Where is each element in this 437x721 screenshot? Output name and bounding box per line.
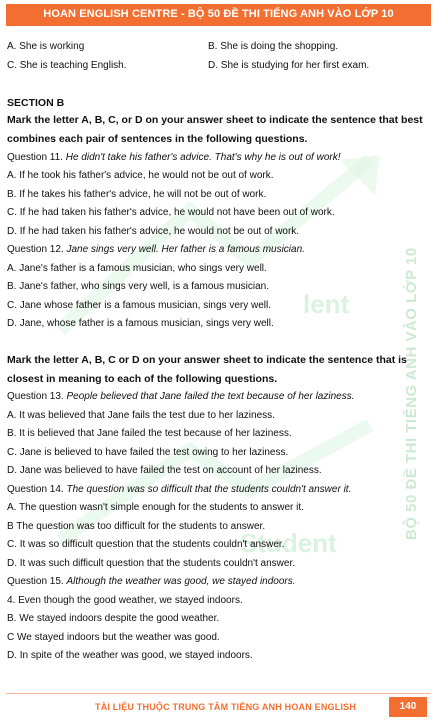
question-label: Question 15. bbox=[7, 576, 64, 587]
prev-option-a: A. She is working bbox=[7, 41, 85, 52]
instruction-1-line-2: combines each pair of sentences in the following questions. bbox=[7, 133, 308, 145]
q15-option-c: C We stayed indoors but the weather was good. bbox=[7, 632, 220, 643]
question-text: Jane sings very well. Her father is a famous musician. bbox=[66, 244, 305, 255]
q12-option-a: A. Jane's father is a famous musician, who sings very well. bbox=[7, 263, 267, 274]
footer-text: TÀI LIỆU THUỘC TRUNG TÂM TIẾNG ANH HOAN ENGLISH bbox=[95, 702, 357, 712]
question-14 bbox=[7, 484, 351, 495]
q14-option-d: D. It was such difficult question that the students couldn't answer. bbox=[7, 558, 295, 569]
question-label: Question 13. bbox=[7, 391, 64, 402]
q15-option-a: 4. Even though the good weather, we stayed indoors. bbox=[7, 595, 243, 606]
question-text: Although the weather was good, we stayed indoors. bbox=[66, 576, 296, 587]
q12-option-c: C. Jane whose father is a famous musician, sings very well. bbox=[7, 300, 271, 311]
side-watermark: BỘ 50 ĐỀ THI TIẾNG ANH VÀO LỚP 10 bbox=[403, 247, 420, 540]
instruction-2-line-2: closest in meaning to each of the following questions. bbox=[7, 373, 278, 385]
q13-option-c: C. Jane is believed to have failed the test owing to her laziness. bbox=[7, 447, 289, 458]
prev-option-b: B. She is doing the shopping. bbox=[208, 41, 339, 52]
footer-divider bbox=[6, 693, 431, 694]
q11-option-a: A. If he took his father's advice, he would not be out of work. bbox=[7, 170, 274, 181]
q11-option-d: D. If he had taken his father's advice, he would not be out of work. bbox=[7, 226, 300, 237]
q13-option-a: A. It was believed that Jane fails the test due to her laziness. bbox=[7, 410, 275, 421]
q13-option-d: D. Jane was believed to have failed the test on account of her laziness. bbox=[7, 465, 322, 476]
header-bar bbox=[6, 4, 431, 26]
question-label: Question 12. bbox=[7, 244, 64, 255]
q15-option-d: D. In spite of the weather was good, we stayed indoors. bbox=[7, 650, 253, 661]
instruction-1-line-1: Mark the letter A, B, C, or D on your answer sheet to indicate the sentence that best bbox=[7, 114, 423, 126]
question-text: People believed that Jane failed the text because of her laziness. bbox=[66, 391, 355, 402]
instruction-2-line-1: Mark the letter A, B, C or D on your answer sheet to indicate the sentence that is bbox=[7, 354, 407, 366]
q14-option-b: B The question was too difficult for the students to answer. bbox=[7, 521, 266, 532]
q15-option-b: B. We stayed indoors despite the good weather. bbox=[7, 613, 220, 624]
q11-option-b: B. If he takes his father's advice, he will not be out of work. bbox=[7, 189, 267, 200]
prev-option-d: D. She is studying for her first exam. bbox=[208, 60, 370, 71]
q14-option-c: C. It was so difficult question that the students couldn't answer. bbox=[7, 539, 285, 550]
question-13 bbox=[7, 391, 354, 402]
question-15 bbox=[7, 576, 296, 587]
question-label: Question 14. bbox=[7, 484, 64, 495]
question-text: The question was so difficult that the students couldn't answer it. bbox=[66, 484, 352, 495]
q12-option-b: B. Jane's father, who sings very well, is a famous musician. bbox=[7, 281, 270, 292]
logo-watermark-1: lent bbox=[303, 289, 350, 319]
q11-option-c: C. If he had taken his father's advice, he would not have been out of work. bbox=[7, 207, 335, 218]
prev-option-c: C. She is teaching English. bbox=[7, 60, 127, 71]
question-12 bbox=[7, 244, 305, 255]
logo-watermark-2: Student bbox=[240, 528, 337, 558]
q12-option-d: D. Jane, whose father is a famous musician, sings very well. bbox=[7, 318, 274, 329]
page-header-title: HOAN ENGLISH CENTRE - BỘ 50 ĐỀ THI TIẾNG ANH VÀO LỚP 10 bbox=[43, 8, 394, 20]
q13-option-b: B. It is believed that Jane failed the test because of her laziness. bbox=[7, 428, 292, 439]
section-heading: SECTION B bbox=[7, 97, 65, 109]
question-label: Question 11. bbox=[7, 152, 63, 163]
page-number-badge: 140 bbox=[389, 697, 427, 717]
question-text: He didn't take his father's advice. That's why he is out of work! bbox=[65, 152, 341, 163]
q14-option-a: A. The question wasn't simple enough for the students to answer it. bbox=[7, 502, 304, 513]
question-11 bbox=[7, 152, 341, 163]
